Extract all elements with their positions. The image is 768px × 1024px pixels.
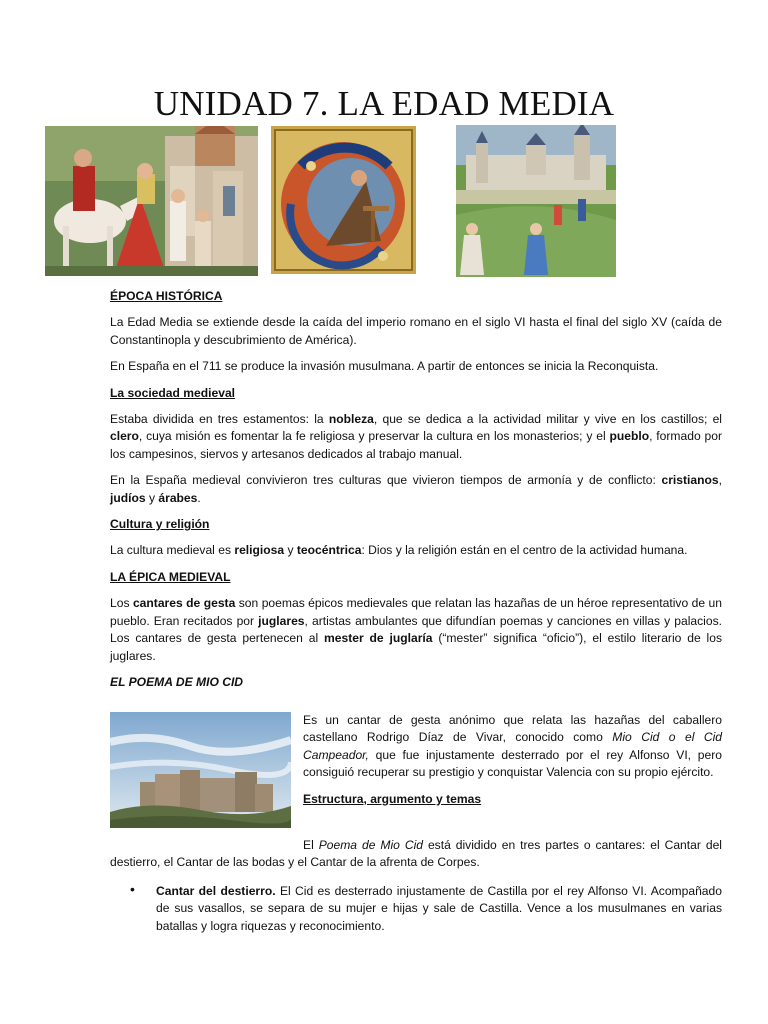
- page-title: UNIDAD 7. LA EDAD MEDIA: [153, 84, 615, 123]
- sociedad-paragraph-1: Estaba dividida en tres estamentos: la nobleza, que se dedica a la actividad militar y vive en los castillos; el clero, cuya misión es fomentar la fe religiosa y preservar la cultura en los monasterios; y el pueblo, formado por los campesinos, siervos y artesanos dedicados al trabajo manual.: [110, 412, 722, 461]
- castle-photo: [110, 712, 291, 828]
- cultura-paragraph-1: La cultura medieval es religiosa y teocéntrica: Dios y la religión están en el centro de la actividad humana.: [110, 543, 688, 558]
- epoca-heading: ÉPOCA HISTÓRICA: [110, 289, 223, 303]
- illustration-illuminated-letter-monk: [271, 126, 416, 274]
- sociedad-paragraph-2: En la España medieval convivieron tres culturas que vivieron tiempos de armonía y de conflicto: cristianos, judíos y árabes.: [110, 473, 722, 505]
- poema-description: [303, 712, 722, 808]
- document-body: [110, 288, 722, 691]
- sociedad-heading: La sociedad medieval: [110, 385, 236, 400]
- epoca-paragraph-2: En España en el 711 se produce la invasión musulmana. A partir de entonces se inicia la Reconquista.: [110, 359, 659, 374]
- estructura-heading: Estructura, argumento y temas: [303, 791, 482, 806]
- poema-heading: EL POEMA DE MIO CID: [110, 674, 244, 689]
- poema-paragraph-1: Es un cantar de gesta anónimo que relata las hazañas del caballero castellano Rodrigo Díaz de Vivar, conocido como Mio Cid o el Cid Campeador, que fue injustamente desterrado por el rey Alfonso VI, pero consiguió recuperar su prestigio y conquistar Valencia con su propio ejército.: [303, 713, 722, 780]
- illustration-peasants-landscape: [456, 125, 616, 277]
- estructura-body: [110, 837, 722, 872]
- bullet-label: Cantar del destierro.: [156, 884, 276, 898]
- epoca-paragraph-1: La Edad Media se extiende desde la caída del imperio romano en el siglo VI hasta el final del siglo XV (caída de Constantinopla y descubrimiento de América).: [110, 315, 722, 347]
- epica-heading: LA ÉPICA MEDIEVAL: [110, 569, 231, 584]
- bullet-marker: •: [130, 881, 135, 897]
- estructura-paragraph-1: El Poema de Mio Cid está dividido en tres partes o cantares: el Cantar del destierro, el Cantar de las bodas y el Cantar de la afrenta de Corpes.: [110, 838, 722, 870]
- epica-paragraph-1: Los cantares de gesta son poemas épicos medievales que relatan las hazañas de un héroe representativo de un pueblo. Eran recitados por juglares, artistas ambulantes que difundían poemas y canciones en villas y palacios. Los cantares de gesta pertenecen al mester de juglaría (“mester” significa “oficio”), el estilo literario de los juglares.: [110, 596, 723, 663]
- illustration-king-knight: [45, 126, 258, 276]
- cultura-heading: Cultura y religión: [110, 517, 210, 532]
- bullet-item-destierro: Cantar del destierro. El Cid es desterrado injustamente de Castilla por el rey Alfonso VI. Acompañado de sus vasallos, se separa de su mujer e hijas y sale de Castilla. Vence a los musulmanes en varias batallas y logra riquezas y reconocimiento.: [156, 884, 722, 933]
